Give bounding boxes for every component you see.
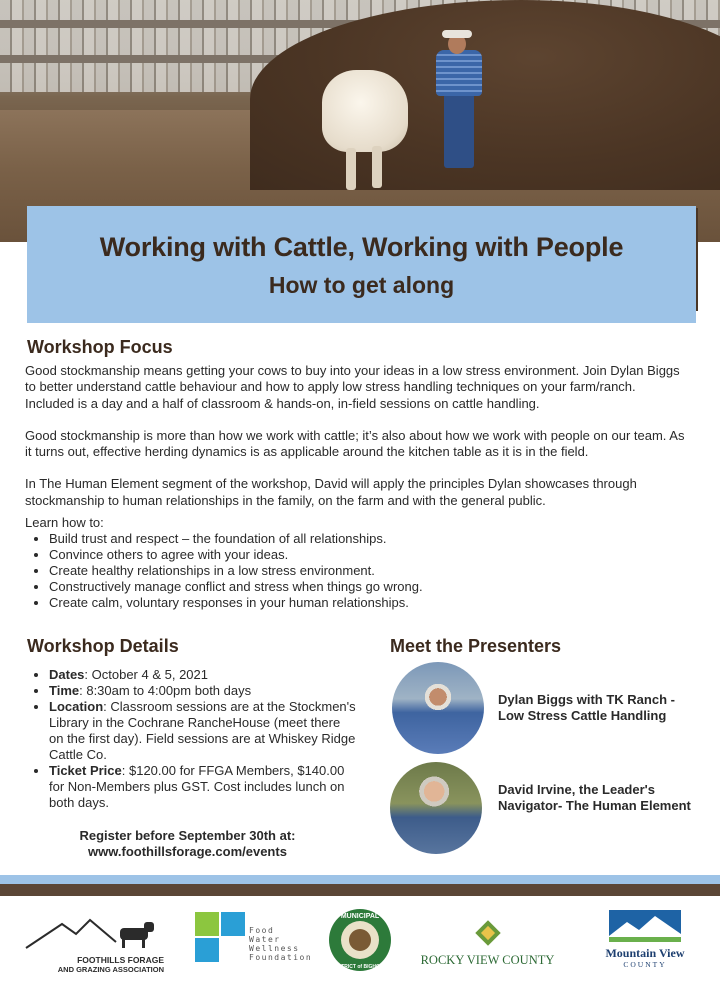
detail-item	[49, 699, 357, 763]
detail-text: : $120.00 for FFGA Members, $140.00 for Non-Members plus GST. Cost includes lunch on both days.	[49, 763, 345, 810]
mountainview-emblem-icon	[609, 910, 681, 942]
register-link[interactable]: www.foothillsforage.com/events	[88, 844, 287, 859]
fwwf-text	[249, 926, 312, 962]
mountainview-logo	[590, 910, 700, 974]
mountainview-line1: Mountain View	[605, 946, 685, 960]
detail-text: : October 4 & 5, 2021	[84, 667, 208, 682]
learn-item: • Create healthy relationships in a low stress environment.	[49, 563, 685, 579]
bighorn-top-text: MUNICIPAL	[340, 913, 380, 920]
details-list	[27, 667, 357, 811]
details-heading: Workshop Details	[27, 636, 179, 656]
rancher-hat	[442, 30, 472, 38]
cow-leg	[346, 148, 356, 190]
fwwf-line: Wellness	[249, 944, 300, 953]
cow-leg	[372, 146, 382, 188]
learn-item: • Create calm, voluntary responses in your human relationships.	[49, 595, 685, 611]
focus-paragraph: In The Human Element segment of the workshop, David will apply the principles Dylan showcases through stockmanship to human relationships in the family, on the farm and with the general public.	[25, 476, 637, 508]
fwwf-line: Foundation	[249, 953, 313, 962]
detail-item	[49, 683, 357, 699]
detail-text: : Classroom sessions are at the Stockmen's Library in the Cochrane RancheHouse (meet there on the first day). Field sessions are at Whiskey Ridge Cattle Co.	[49, 699, 356, 762]
white-cow	[322, 70, 408, 152]
detail-item	[49, 763, 357, 811]
presenter-photo-dylan	[392, 662, 484, 754]
learn-item: • Build trust and respect – the foundation of all relationships.	[49, 531, 685, 547]
rancher-shirt	[436, 50, 482, 96]
presenter-photo-david	[390, 762, 482, 854]
detail-label: Location	[49, 699, 104, 714]
presenter-name: Dylan Biggs with TK Ranch - Low Stress Cattle Handling	[498, 692, 675, 723]
foothills-logo	[24, 912, 164, 974]
register-block	[40, 828, 335, 860]
fwwf-line: Food	[249, 926, 275, 935]
mountain-cow-icon	[24, 912, 164, 950]
presenter-name: David Irvine, the Leader's Navigator- The Human Element	[498, 782, 691, 813]
page-subtitle: How to get along	[268, 272, 455, 298]
title-banner	[27, 206, 696, 323]
detail-label: Time	[49, 683, 80, 698]
rockyview-emblem-icon	[475, 920, 501, 946]
mountainview-line2: COUNTY	[623, 960, 667, 969]
tree-icon	[195, 912, 219, 936]
bighorn-bottom-text: DISTRICT of BIGHORN	[332, 964, 388, 970]
learn-item: • Convince others to agree with your ideas.	[49, 547, 685, 563]
learn-list	[25, 515, 685, 611]
lotus-icon	[195, 938, 219, 962]
focus-body	[25, 363, 685, 525]
rockyview-logo	[415, 920, 560, 970]
foothills-line2: AND GRAZING ASSOCIATION	[57, 965, 164, 974]
bighorn-logo	[328, 908, 392, 972]
learn-intro: Learn how to:	[25, 515, 104, 530]
foothills-line1: FOOTHILLS FORAGE	[77, 955, 164, 965]
register-text: Register before September 30th at:	[79, 828, 296, 843]
detail-label: Ticket Price	[49, 763, 122, 778]
learn-item: • Constructively manage conflict and stress when things go wrong.	[49, 579, 685, 595]
page-title: Working with Cattle, Working with People	[99, 232, 624, 262]
focus-paragraph: Good stockmanship is more than how we work with cattle; it’s also about how we work with people on our team. As it turns out, effective herding dynamics is as applicable around the kitchen table as it is in the field.	[25, 427, 685, 460]
bighorn-seal-icon	[328, 908, 392, 972]
detail-label: Dates	[49, 667, 85, 682]
rancher-legs	[444, 94, 474, 168]
divider-band-brown	[0, 884, 720, 896]
detail-text: : 8:30am to 4:00pm both days	[79, 683, 252, 698]
focus-heading: Workshop Focus	[27, 337, 173, 357]
detail-item	[49, 667, 357, 683]
focus-paragraph: Good stockmanship means getting your cows to buy into your ideas in a low stress environment. Join Dylan Biggs to better understand cattle behaviour and how to apply low stress handling techniques on your farm/ranch. Included is a day and a half of classroom & hands-on, in-field sessions on cattle handling.	[25, 363, 680, 411]
rockyview-text: ROCKY VIEW COUNTY	[420, 953, 555, 967]
water-drop-icon	[221, 912, 245, 936]
fwwf-logo	[195, 912, 313, 972]
presenters-heading: Meet the Presenters	[390, 636, 562, 656]
divider-band-blue	[0, 875, 720, 884]
fwwf-line: Water	[249, 935, 281, 944]
